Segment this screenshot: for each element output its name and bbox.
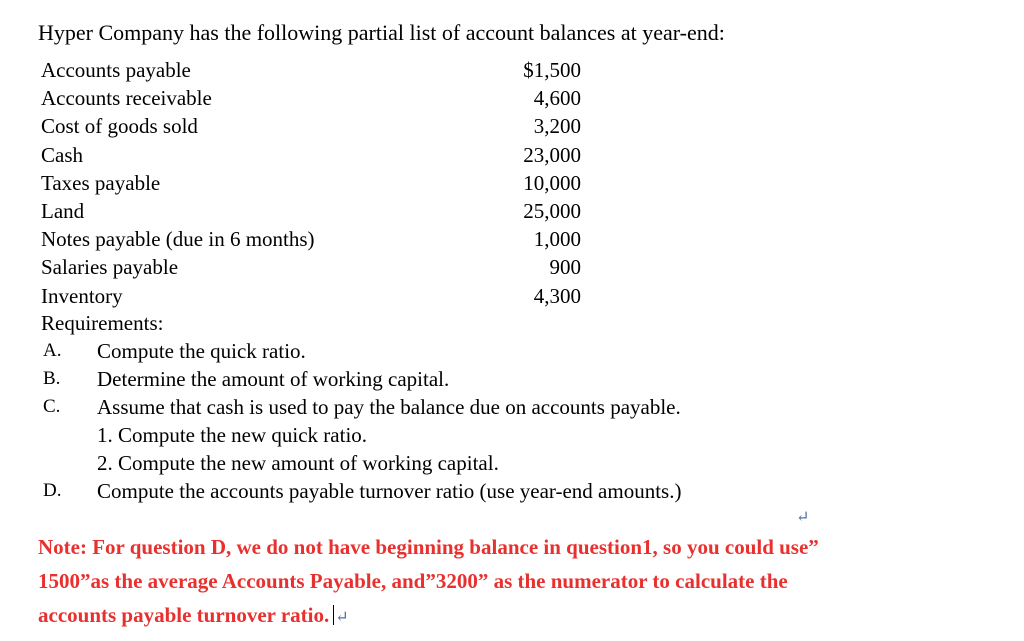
account-name: Cost of goods sold [41, 114, 198, 139]
requirement-text: Assume that cash is used to pay the balance due on accounts payable. [97, 395, 681, 419]
account-amount: 900 [549, 255, 581, 280]
sub-requirement: 1. Compute the new quick ratio. [97, 423, 368, 447]
account-amount: 4,300 [533, 283, 581, 308]
requirement-letter: B. [43, 368, 61, 389]
account-amount: 4,600 [533, 86, 581, 111]
account-balances-list [41, 56, 581, 310]
account-row [41, 84, 581, 112]
account-name: Taxes payable [41, 170, 161, 195]
account-amount: 1,000 [533, 227, 581, 252]
account-row [41, 56, 581, 84]
note-line-last [38, 598, 998, 632]
note-line: accounts payable turnover ratio. [38, 603, 330, 627]
account-name: Cash [41, 142, 83, 167]
account-row [41, 282, 581, 310]
requirement-text: Compute the accounts payable turnover ratio (use year-end amounts.) [97, 479, 682, 503]
account-name: Inventory [41, 283, 123, 308]
paragraph-mark-icon: ↵ [335, 609, 349, 626]
account-amount: 10,000 [523, 170, 581, 195]
account-row [41, 169, 581, 197]
account-row [41, 225, 581, 253]
requirement-text: Compute the quick ratio. [97, 339, 306, 363]
account-amount: 3,200 [533, 114, 581, 139]
note-line: Note: For question D, we do not have beginning balance in question1, so you could use” [38, 535, 819, 559]
account-amount: 23,000 [523, 142, 581, 167]
page-title: Hyper Company has the following partial list of account balances at year-end: [38, 20, 725, 45]
account-name: Accounts receivable [41, 86, 212, 111]
account-row [41, 141, 581, 169]
requirement-letter: D. [43, 480, 62, 501]
account-name: Notes payable (due in 6 months) [41, 227, 315, 252]
account-amount: 25,000 [523, 198, 581, 223]
note-line: 1500”as the average Accounts Payable, and”3200” as the numerator to calculate the [38, 569, 788, 593]
account-name: Salaries payable [41, 255, 179, 280]
paragraph-mark-icon: ↵ [796, 509, 810, 526]
account-name: Accounts payable [41, 58, 191, 82]
requirements-heading: Requirements: [41, 311, 164, 335]
sub-requirement: 2. Compute the new amount of working capital. [97, 451, 499, 475]
requirement-text: Determine the amount of working capital. [97, 367, 450, 391]
requirement-letter: A. [43, 340, 62, 361]
account-row [41, 197, 581, 225]
account-row [41, 112, 581, 140]
requirement-letter: C. [43, 396, 61, 417]
account-name: Land [41, 198, 85, 223]
account-row [41, 253, 581, 281]
account-amount: $1,500 [523, 58, 581, 82]
